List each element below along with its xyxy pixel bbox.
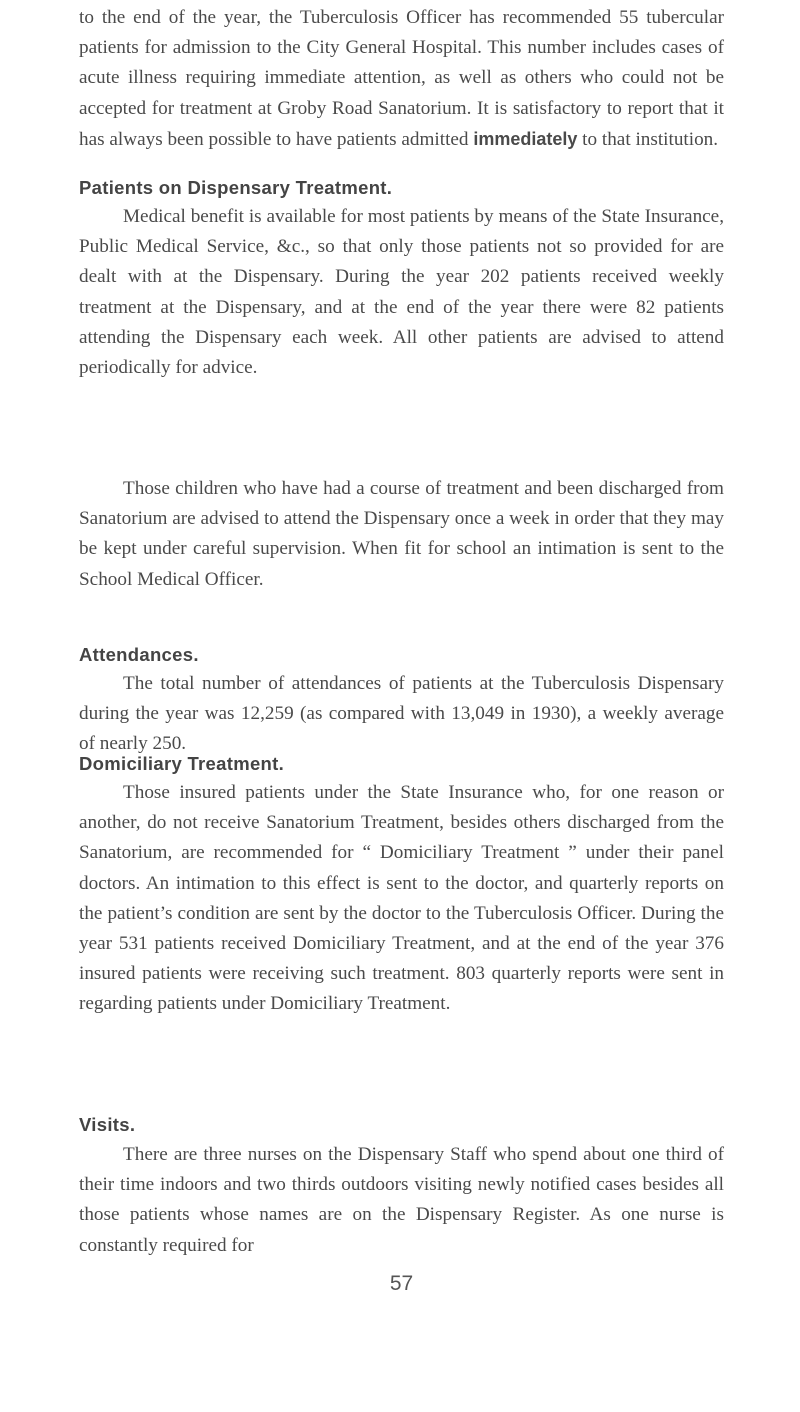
emphasis-immediately: immediately	[473, 128, 578, 149]
heading-visits: Visits.	[79, 1114, 136, 1135]
page-number: 57	[389, 1272, 414, 1295]
paragraph-dispensary-benefit: Medical benefit is available for most patients by means of the State Insurance, Public Medical Service, &c., so that only those patients not so provided for are dealt with at the Dispensary. During the year 202 patients received weekly treatment at the Dispensary, and at the end of the year there were 82 patients attending the Dispensary each week. All other patients are advised to attend periodically for advice.	[79, 206, 724, 379]
paragraph-text: to that institution.	[577, 128, 719, 150]
paragraph-attendances: The total number of attendances of patients at the Tuberculosis Dispensary during the year was 12,259 (as compared with 13,049 in 1930), a weekly average of nearly 250.	[79, 673, 724, 755]
paragraph-domiciliary: Those insured patients under the State Insurance who, for one reason or another, do not receive Sanatorium Treatment, besides others discharged from the Sanatorium, are recommended for “ Domiciliary Treatment ” under their panel doctors. An intimation to this effect is sent to the doctor, and quarterly reports on the patient’s condition are sent by the doctor to the Tuberculosis Officer. During the year 531 patients received Domiciliary Treatment, and at the end of the year 376 insured patients were receiving such treatment. 803 quarterly reports were sent in regarding patients under Domiciliary Treatment.	[79, 782, 724, 1015]
paragraph-visits: There are three nurses on the Dispensary Staff who spend about one third of their time indoors and two thirds outdoors visiting newly notified cases besides all those patients whose names are on the Dispensary Register. As one nurse is constantly required for	[79, 1144, 724, 1256]
paragraph-dispensary-children: Those children who have had a course of treatment and been discharged from Sanatorium are advised to attend the Dispensary once a week in order that they may be kept under careful supervision. When fit for school an intimation is sent to the School Medical Officer.	[79, 478, 724, 590]
heading-attendances: Attendances.	[79, 644, 199, 665]
paragraph-text: to the end of the year, the Tuberculosis Officer has recommended 55 tubercular patients for admission to the City General Hospital. This number includes cases of acute illness requiring immediate attention, as well as others who could not be accepted for treatment at Groby Road Sanatorium. It is satisfactory to report that it has always been possible to have patients admitted	[79, 7, 724, 150]
heading-domiciliary-treatment: Domiciliary Treatment.	[79, 753, 285, 774]
heading-dispensary-treatment: Patients on Dispensary Treatment.	[79, 177, 393, 198]
paragraph-admissions	[79, 3, 724, 155]
